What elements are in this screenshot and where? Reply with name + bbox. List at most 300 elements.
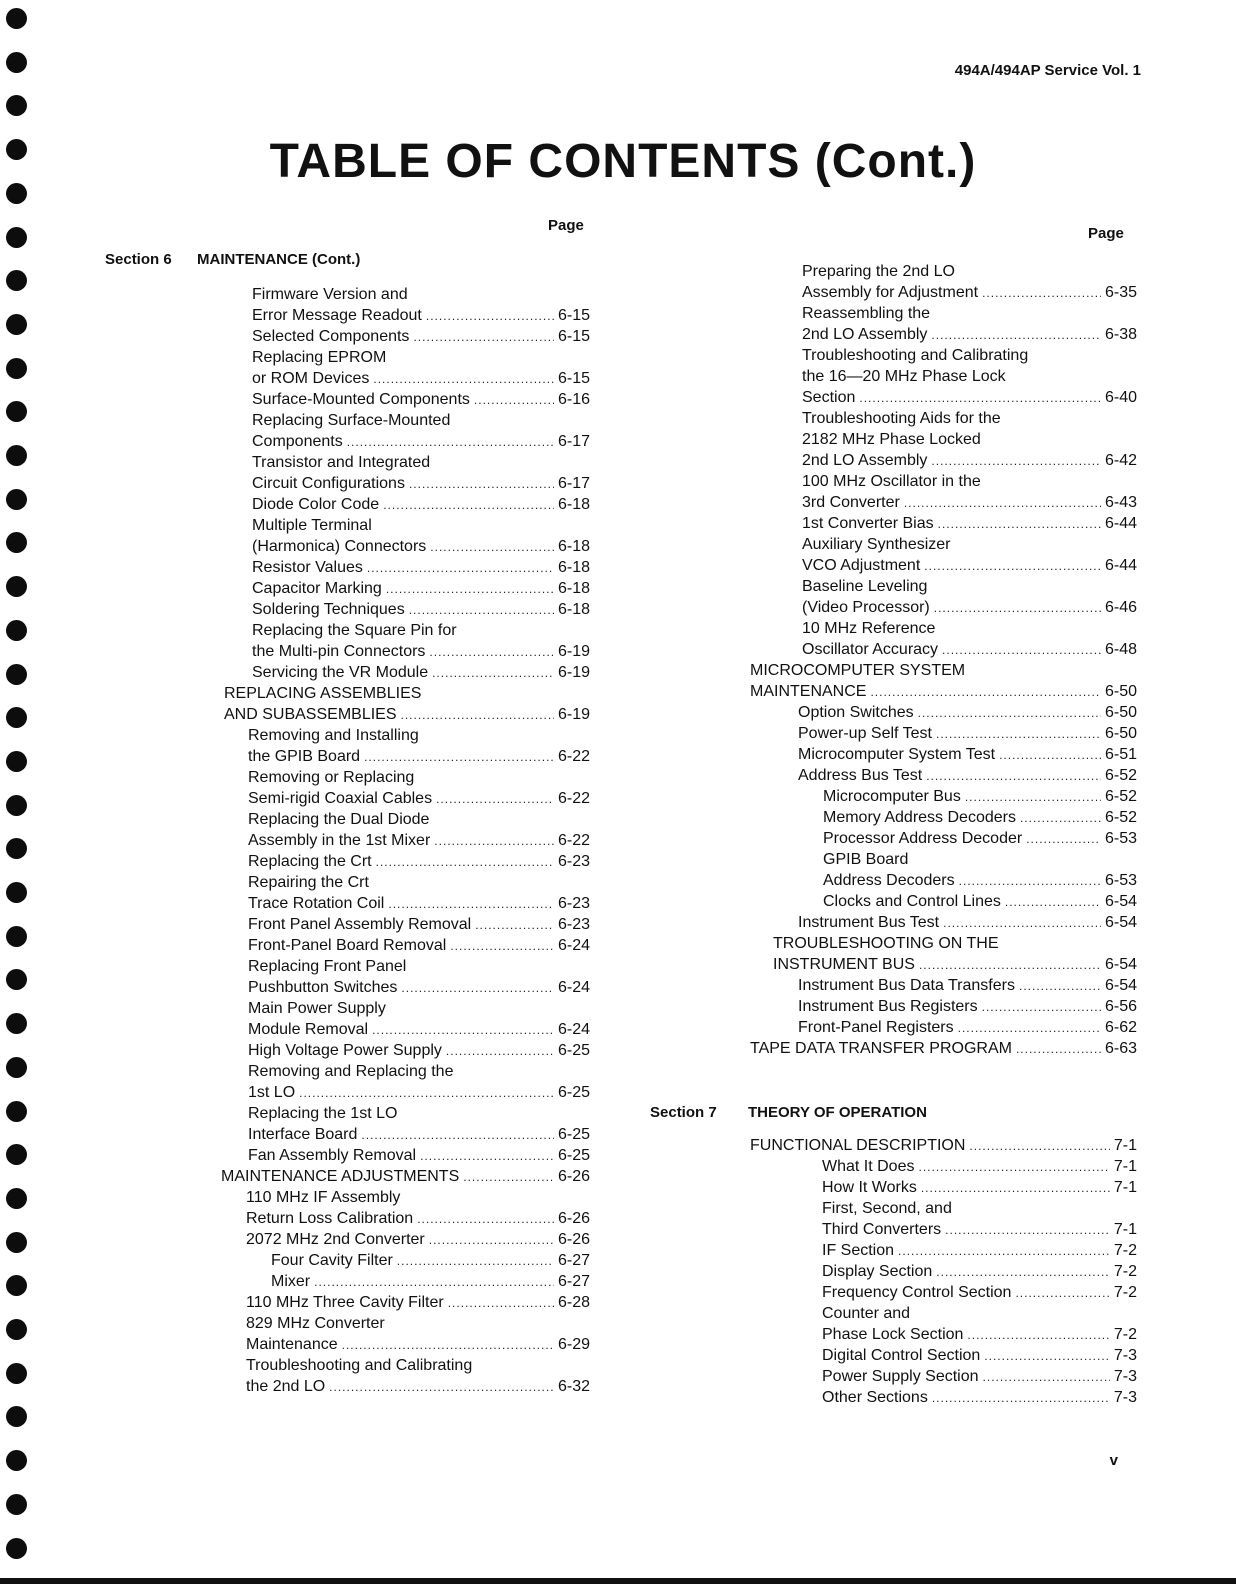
- toc-entry-title: Memory Address Decoders: [823, 809, 1016, 826]
- toc-entry: [252, 411, 450, 431]
- dot-leader: [958, 1018, 1101, 1038]
- toc-entry: [802, 577, 927, 597]
- toc-entry: [823, 808, 1137, 828]
- toc-entry-title: Troubleshooting and Calibrating: [246, 1357, 473, 1374]
- toc-entry: [750, 682, 1137, 702]
- toc-entry: [252, 642, 590, 662]
- toc-entry: [246, 1230, 590, 1250]
- toc-entry-title: What It Does: [822, 1158, 915, 1175]
- toc-entry-title: IF Section: [822, 1242, 895, 1259]
- toc-entry-page: 6-18: [557, 601, 590, 618]
- toc-entry-page: 6-18: [557, 580, 590, 597]
- dot-leader: [1020, 808, 1101, 828]
- dot-leader: [426, 306, 554, 326]
- toc-entry: [248, 1062, 453, 1082]
- toc-entry-title: Diode Color Code: [252, 496, 380, 513]
- dot-leader: [984, 1346, 1110, 1366]
- toc-entry-page: 6-38: [1104, 326, 1137, 343]
- dot-leader: [388, 894, 554, 914]
- dot-leader: [367, 558, 554, 578]
- toc-entry-title: Assembly for Adjustment: [802, 284, 979, 301]
- toc-entry: [248, 894, 590, 914]
- toc-entry: [802, 472, 981, 492]
- toc-entry: [248, 936, 590, 956]
- dot-leader: [969, 1136, 1109, 1156]
- toc-entry: [823, 850, 908, 870]
- dot-leader: [945, 1220, 1110, 1240]
- toc-entry-title: Servicing the VR Module: [252, 664, 429, 681]
- dot-leader: [1026, 829, 1101, 849]
- toc-entry-page: 6-19: [557, 664, 590, 681]
- toc-entry-page: 6-22: [557, 832, 590, 849]
- toc-entry-title: Interface Board: [248, 1126, 358, 1143]
- toc-entry: [248, 789, 590, 809]
- dot-leader: [932, 1388, 1110, 1408]
- dot-leader: [364, 747, 554, 767]
- toc-entry-title: Section: [802, 389, 856, 406]
- toc-entry-title: Firmware Version and: [252, 286, 408, 303]
- toc-entry-title: Processor Address Decoder: [823, 830, 1023, 847]
- dot-leader: [926, 766, 1101, 786]
- dot-leader: [329, 1377, 554, 1397]
- toc-entry-title: Replacing the Crt: [248, 853, 372, 870]
- toc-entry-page: 6-40: [1104, 389, 1137, 406]
- toc-entry: [246, 1377, 590, 1397]
- toc-entry-page: 6-15: [557, 370, 590, 387]
- toc-entry-title: the GPIB Board: [248, 748, 361, 765]
- toc-entry-title: Reassembling the: [802, 305, 931, 322]
- toc-entry-title: (Harmonica) Connectors: [252, 538, 427, 555]
- dot-leader: [299, 1083, 554, 1103]
- page-number: v: [1109, 1452, 1118, 1469]
- toc-entry-title: Microcomputer Bus: [823, 788, 961, 805]
- toc-entry-title: 110 MHz IF Assembly: [246, 1189, 401, 1206]
- toc-entry: [248, 726, 419, 746]
- toc-entry-title: Power Supply Section: [822, 1368, 979, 1385]
- toc-entry-title: 2072 MHz 2nd Converter: [246, 1231, 425, 1248]
- toc-entry-page: 7-1: [1113, 1179, 1137, 1196]
- dot-leader: [409, 474, 554, 494]
- toc-entry: [248, 852, 590, 872]
- toc-entry: [252, 390, 590, 410]
- toc-entry: [802, 409, 1001, 429]
- dot-leader: [919, 955, 1101, 975]
- toc-entry: [802, 325, 1137, 345]
- toc-entry: [248, 1041, 590, 1061]
- dot-leader: [965, 787, 1101, 807]
- toc-entry-title: Transistor and Integrated: [252, 454, 431, 471]
- toc-entry-title: Replacing Surface-Mounted: [252, 412, 451, 429]
- toc-entry: [802, 640, 1137, 660]
- toc-entry: [802, 430, 981, 450]
- page-column-heading-right: Page: [1088, 225, 1124, 242]
- toc-entry: [798, 703, 1137, 723]
- dot-leader: [413, 327, 554, 347]
- dot-leader: [401, 978, 554, 998]
- toc-entry-title: the 2nd LO: [246, 1378, 326, 1395]
- toc-entry-title: Preparing the 2nd LO: [802, 263, 955, 280]
- toc-entry-title: the 16—20 MHz Phase Lock: [802, 368, 1006, 385]
- toc-entry-page: 6-27: [557, 1273, 590, 1290]
- toc-entry-title: First, Second, and: [822, 1200, 952, 1217]
- section-6-number: Section 6: [105, 251, 172, 268]
- toc-entry-page: 6-19: [557, 706, 590, 723]
- toc-entry: [246, 1293, 590, 1313]
- toc-entry-title: the Multi-pin Connectors: [252, 643, 426, 660]
- dot-leader: [938, 514, 1101, 534]
- dot-leader: [942, 640, 1101, 660]
- dot-leader: [420, 1146, 554, 1166]
- toc-entry-page: 7-3: [1113, 1389, 1137, 1406]
- dot-leader: [1019, 976, 1101, 996]
- dot-leader: [1016, 1039, 1101, 1059]
- toc-entry: [248, 1104, 397, 1124]
- toc-entry: [798, 976, 1137, 996]
- toc-entry-page: 7-2: [1113, 1242, 1137, 1259]
- toc-entry: [802, 262, 955, 282]
- toc-entry-title: 3rd Converter: [802, 494, 900, 511]
- toc-entry-page: 6-16: [557, 391, 590, 408]
- dot-leader: [918, 703, 1101, 723]
- toc-entry-page: 6-28: [557, 1294, 590, 1311]
- toc-entry: [246, 1209, 590, 1229]
- toc-entry-page: 6-19: [557, 643, 590, 660]
- toc-entry-page: 6-26: [557, 1231, 590, 1248]
- dot-leader: [859, 388, 1101, 408]
- toc-entry: [252, 558, 590, 578]
- toc-entry-title: High Voltage Power Supply: [248, 1042, 442, 1059]
- dot-leader: [982, 283, 1101, 303]
- toc-entry: [802, 598, 1137, 618]
- toc-entry-page: 7-1: [1113, 1158, 1137, 1175]
- toc-entry-page: 6-22: [557, 790, 590, 807]
- toc-entry: [248, 873, 369, 893]
- toc-entry-page: 6-18: [557, 559, 590, 576]
- dot-leader: [959, 871, 1101, 891]
- toc-entry: [252, 327, 590, 347]
- toc-entry-title: TROUBLESHOOTING ON THE: [773, 935, 999, 952]
- toc-entry-page: 6-23: [557, 895, 590, 912]
- manual-header: 494A/494AP Service Vol. 1: [954, 62, 1141, 79]
- toc-entry-title: Replacing the Dual Diode: [248, 811, 430, 828]
- dot-leader: [314, 1272, 554, 1292]
- toc-entry: [823, 871, 1137, 891]
- toc-entry-title: Troubleshooting Aids for the: [802, 410, 1001, 427]
- toc-entry: [224, 705, 590, 725]
- toc-entry: [802, 451, 1137, 471]
- toc-entry-title: Fan Assembly Removal: [248, 1147, 417, 1164]
- toc-entry-title: or ROM Devices: [252, 370, 370, 387]
- toc-entry-title: 100 MHz Oscillator in the: [802, 473, 981, 490]
- toc-entry-title: Troubleshooting and Calibrating: [802, 347, 1029, 364]
- toc-entry-page: 6-50: [1104, 683, 1137, 700]
- toc-entry-page: 6-25: [557, 1147, 590, 1164]
- toc-entry-page: 6-44: [1104, 557, 1137, 574]
- toc-entry: [248, 747, 590, 767]
- toc-entry-title: Instrument Bus Registers: [798, 998, 978, 1015]
- toc-entry: [822, 1241, 1137, 1261]
- toc-entry-title: Removing and Installing: [248, 727, 419, 744]
- toc-entry-title: Replacing EPROM: [252, 349, 387, 366]
- toc-entry: [248, 1020, 590, 1040]
- toc-entry-title: Selected Components: [252, 328, 410, 345]
- toc-entry: [248, 957, 406, 977]
- toc-entry: [252, 432, 590, 452]
- toc-entry-title: FUNCTIONAL DESCRIPTION: [750, 1137, 966, 1154]
- toc-entry: [802, 304, 930, 324]
- dot-leader: [361, 1125, 554, 1145]
- toc-entry-title: Phase Lock Section: [822, 1326, 964, 1343]
- toc-entry: [798, 745, 1137, 765]
- toc-entry-page: 6-15: [557, 307, 590, 324]
- toc-entry-title: How It Works: [822, 1179, 917, 1196]
- toc-entry-title: Surface-Mounted Components: [252, 391, 470, 408]
- toc-entry-page: 7-3: [1113, 1347, 1137, 1364]
- page-column-heading-left: Page: [548, 217, 584, 234]
- toc-entry-title: Clocks and Control Lines: [823, 893, 1001, 910]
- toc-entry-page: 6-54: [1104, 893, 1137, 910]
- toc-entry-title: Third Converters: [822, 1221, 942, 1238]
- toc-entry: [802, 619, 935, 639]
- toc-entry-title: Address Bus Test: [798, 767, 923, 784]
- toc-entry: [822, 1220, 1137, 1240]
- toc-entry: [248, 999, 386, 1019]
- toc-entry-title: Option Switches: [798, 704, 914, 721]
- toc-entry: [773, 955, 1137, 975]
- toc-entry-title: Digital Control Section: [822, 1347, 981, 1364]
- toc-entry-page: 6-17: [557, 475, 590, 492]
- toc-entry: [246, 1314, 385, 1334]
- toc-entry: [246, 1356, 472, 1376]
- toc-entry-title: Maintenance: [246, 1336, 338, 1353]
- toc-entry-page: 6-18: [557, 538, 590, 555]
- toc-entry: [802, 514, 1137, 534]
- toc-entry: [252, 579, 590, 599]
- toc-entry: [248, 1125, 590, 1145]
- toc-entry-page: 6-50: [1104, 725, 1137, 742]
- toc-entry-title: MAINTENANCE: [750, 683, 867, 700]
- dot-leader: [432, 663, 554, 683]
- toc-entry: [802, 283, 1137, 303]
- toc-entry-title: (Video Processor): [802, 599, 930, 616]
- toc-entry-page: 6-25: [557, 1126, 590, 1143]
- toc-entry: [252, 348, 386, 368]
- toc-entry-page: 6-24: [557, 1021, 590, 1038]
- toc-entry: [248, 1083, 590, 1103]
- toc-entry-title: Trace Rotation Coil: [248, 895, 385, 912]
- toc-entry-page: 6-42: [1104, 452, 1137, 469]
- toc-entry: [252, 474, 590, 494]
- toc-entry: [252, 369, 590, 389]
- dot-leader: [429, 1230, 554, 1250]
- toc-entry-page: 7-3: [1113, 1368, 1137, 1385]
- toc-entry: [823, 829, 1137, 849]
- toc-entry: [252, 453, 430, 473]
- toc-entry-title: 2nd LO Assembly: [802, 452, 928, 469]
- dot-leader: [417, 1209, 554, 1229]
- toc-entry-title: Frequency Control Section: [822, 1284, 1012, 1301]
- dot-leader: [434, 831, 554, 851]
- toc-entry-title: AND SUBASSEMBLIES: [224, 706, 397, 723]
- toc-entry: [798, 766, 1137, 786]
- toc-entry-page: 7-2: [1113, 1263, 1137, 1280]
- toc-entry: [750, 1039, 1137, 1059]
- toc-entry: [802, 367, 1006, 387]
- toc-entry-title: Replacing the 1st LO: [248, 1105, 398, 1122]
- dot-leader: [347, 432, 554, 452]
- toc-entry-page: 6-17: [557, 433, 590, 450]
- toc-entry: [822, 1262, 1137, 1282]
- toc-entry-title: Auxiliary Synthesizer: [802, 536, 951, 553]
- toc-entry: [248, 810, 429, 830]
- toc-entry-title: Main Power Supply: [248, 1000, 386, 1017]
- toc-entry-page: 7-1: [1113, 1137, 1137, 1154]
- toc-entry-page: 6-62: [1104, 1019, 1137, 1036]
- toc-entry-page: 6-26: [557, 1168, 590, 1185]
- dot-leader: [409, 600, 554, 620]
- toc-entry-title: VCO Adjustment: [802, 557, 921, 574]
- toc-entry: [248, 915, 590, 935]
- toc-entry-title: Pushbutton Switches: [248, 979, 398, 996]
- toc-entry-title: TAPE DATA TRANSFER PROGRAM: [750, 1040, 1012, 1057]
- toc-entry-title: 2nd LO Assembly: [802, 326, 928, 343]
- toc-entry-title: REPLACING ASSEMBLIES: [224, 685, 422, 702]
- toc-entry: [822, 1304, 910, 1324]
- dot-leader: [983, 1367, 1110, 1387]
- dot-leader: [931, 325, 1101, 345]
- toc-entry-page: 6-54: [1104, 956, 1137, 973]
- toc-entry-page: 6-25: [557, 1084, 590, 1101]
- toc-entry: [252, 600, 590, 620]
- toc-entry-title: Mixer: [271, 1273, 311, 1290]
- toc-entry-page: 6-50: [1104, 704, 1137, 721]
- toc-entry: [802, 556, 1137, 576]
- toc-entry: [252, 537, 590, 557]
- dot-leader: [397, 1251, 554, 1271]
- dot-leader: [982, 997, 1101, 1017]
- dot-leader: [376, 852, 554, 872]
- toc-entry-title: Capacitor Marking: [252, 580, 382, 597]
- toc-entry-page: 6-29: [557, 1336, 590, 1353]
- toc-entry-page: 6-23: [557, 916, 590, 933]
- toc-entry-page: 6-53: [1104, 830, 1137, 847]
- toc-entry-title: Replacing Front Panel: [248, 958, 407, 975]
- toc-entry-page: 6-53: [1104, 872, 1137, 889]
- toc-entry: [252, 306, 590, 326]
- toc-entry-title: MAINTENANCE ADJUSTMENTS: [221, 1168, 460, 1185]
- dot-leader: [1015, 1283, 1109, 1303]
- toc-entry: [802, 346, 1028, 366]
- dot-leader: [386, 579, 554, 599]
- toc-entry: [248, 1146, 590, 1166]
- dot-leader: [448, 1293, 554, 1313]
- toc-entry: [248, 978, 590, 998]
- toc-entry-title: Multiple Terminal: [252, 517, 372, 534]
- dot-leader: [904, 493, 1101, 513]
- section-7-title: THEORY OF OPERATION: [748, 1104, 927, 1121]
- toc-entry: [773, 934, 999, 954]
- toc-entry-page: 6-35: [1104, 284, 1137, 301]
- toc-entry: [798, 1018, 1137, 1038]
- toc-entry-title: Counter and: [822, 1305, 911, 1322]
- toc-entry: [248, 768, 414, 788]
- toc-entry-page: 6-22: [557, 748, 590, 765]
- toc-entry-page: 6-27: [557, 1252, 590, 1269]
- toc-entry: [798, 724, 1137, 744]
- section-7-number: Section 7: [650, 1104, 717, 1121]
- toc-entry-page: 6-26: [557, 1210, 590, 1227]
- toc-entry-page: 6-24: [557, 937, 590, 954]
- toc-entry-page: 6-48: [1104, 641, 1137, 658]
- toc-entry: [252, 621, 457, 641]
- toc-entry-page: 6-18: [557, 496, 590, 513]
- toc-entry-title: Instrument Bus Test: [798, 914, 940, 931]
- toc-entry-title: Front Panel Assembly Removal: [248, 916, 472, 933]
- toc-entry: [822, 1346, 1137, 1366]
- toc-entry: [822, 1325, 1137, 1345]
- toc-entry-page: 6-51: [1104, 746, 1137, 763]
- section-6-title: MAINTENANCE (Cont.): [197, 251, 361, 268]
- toc-entry: [822, 1178, 1137, 1198]
- toc-entry-page: 6-15: [557, 328, 590, 345]
- toc-entry: [750, 661, 965, 681]
- toc-entry: [802, 388, 1137, 408]
- toc-entry-page: 6-54: [1104, 914, 1137, 931]
- toc-entry-title: 829 MHz Converter: [246, 1315, 385, 1332]
- dot-leader: [429, 642, 554, 662]
- toc-entry-page: 6-52: [1104, 809, 1137, 826]
- toc-entry: [246, 1335, 590, 1355]
- toc-entry-title: Microcomputer System Test: [798, 746, 996, 763]
- toc-entry: [822, 1199, 952, 1219]
- toc-entry-title: Address Decoders: [823, 872, 955, 889]
- toc-entry-title: Power-up Self Test: [798, 725, 932, 742]
- dot-leader: [934, 598, 1101, 618]
- toc-entry: [271, 1272, 590, 1292]
- toc-entry: [246, 1188, 400, 1208]
- dot-leader: [342, 1335, 554, 1355]
- dot-leader: [401, 705, 554, 725]
- toc-entry: [252, 495, 590, 515]
- toc-entry-page: 7-2: [1113, 1284, 1137, 1301]
- toc-entry-title: INSTRUMENT BUS: [773, 956, 915, 973]
- toc-entry-page: 6-52: [1104, 788, 1137, 805]
- dot-leader: [475, 915, 554, 935]
- dot-leader: [372, 1020, 554, 1040]
- dot-leader: [931, 451, 1101, 471]
- toc-entry: [271, 1251, 590, 1271]
- toc-entry-title: 10 MHz Reference: [802, 620, 936, 637]
- toc-entry-page: 6-63: [1104, 1040, 1137, 1057]
- toc-entry-title: Components: [252, 433, 343, 450]
- dot-leader: [450, 936, 554, 956]
- toc-entry: [802, 493, 1137, 513]
- toc-entry-page: 6-44: [1104, 515, 1137, 532]
- toc-entry-page: 7-2: [1113, 1326, 1137, 1343]
- toc-entry: [221, 1167, 590, 1187]
- toc-entry-title: Removing or Replacing: [248, 769, 415, 786]
- toc-entry-title: Front-Panel Board Removal: [248, 937, 447, 954]
- page-title: TABLE OF CONTENTS (Cont.): [269, 135, 977, 188]
- toc-entry-page: 6-54: [1104, 977, 1137, 994]
- dot-leader: [924, 556, 1101, 576]
- toc-entry: [224, 684, 421, 704]
- toc-entry-title: Removing and Replacing the: [248, 1063, 454, 1080]
- dot-leader: [463, 1167, 554, 1187]
- toc-entry: [252, 663, 590, 683]
- toc-entry: [750, 1136, 1137, 1156]
- toc-entry-title: Front-Panel Registers: [798, 1019, 954, 1036]
